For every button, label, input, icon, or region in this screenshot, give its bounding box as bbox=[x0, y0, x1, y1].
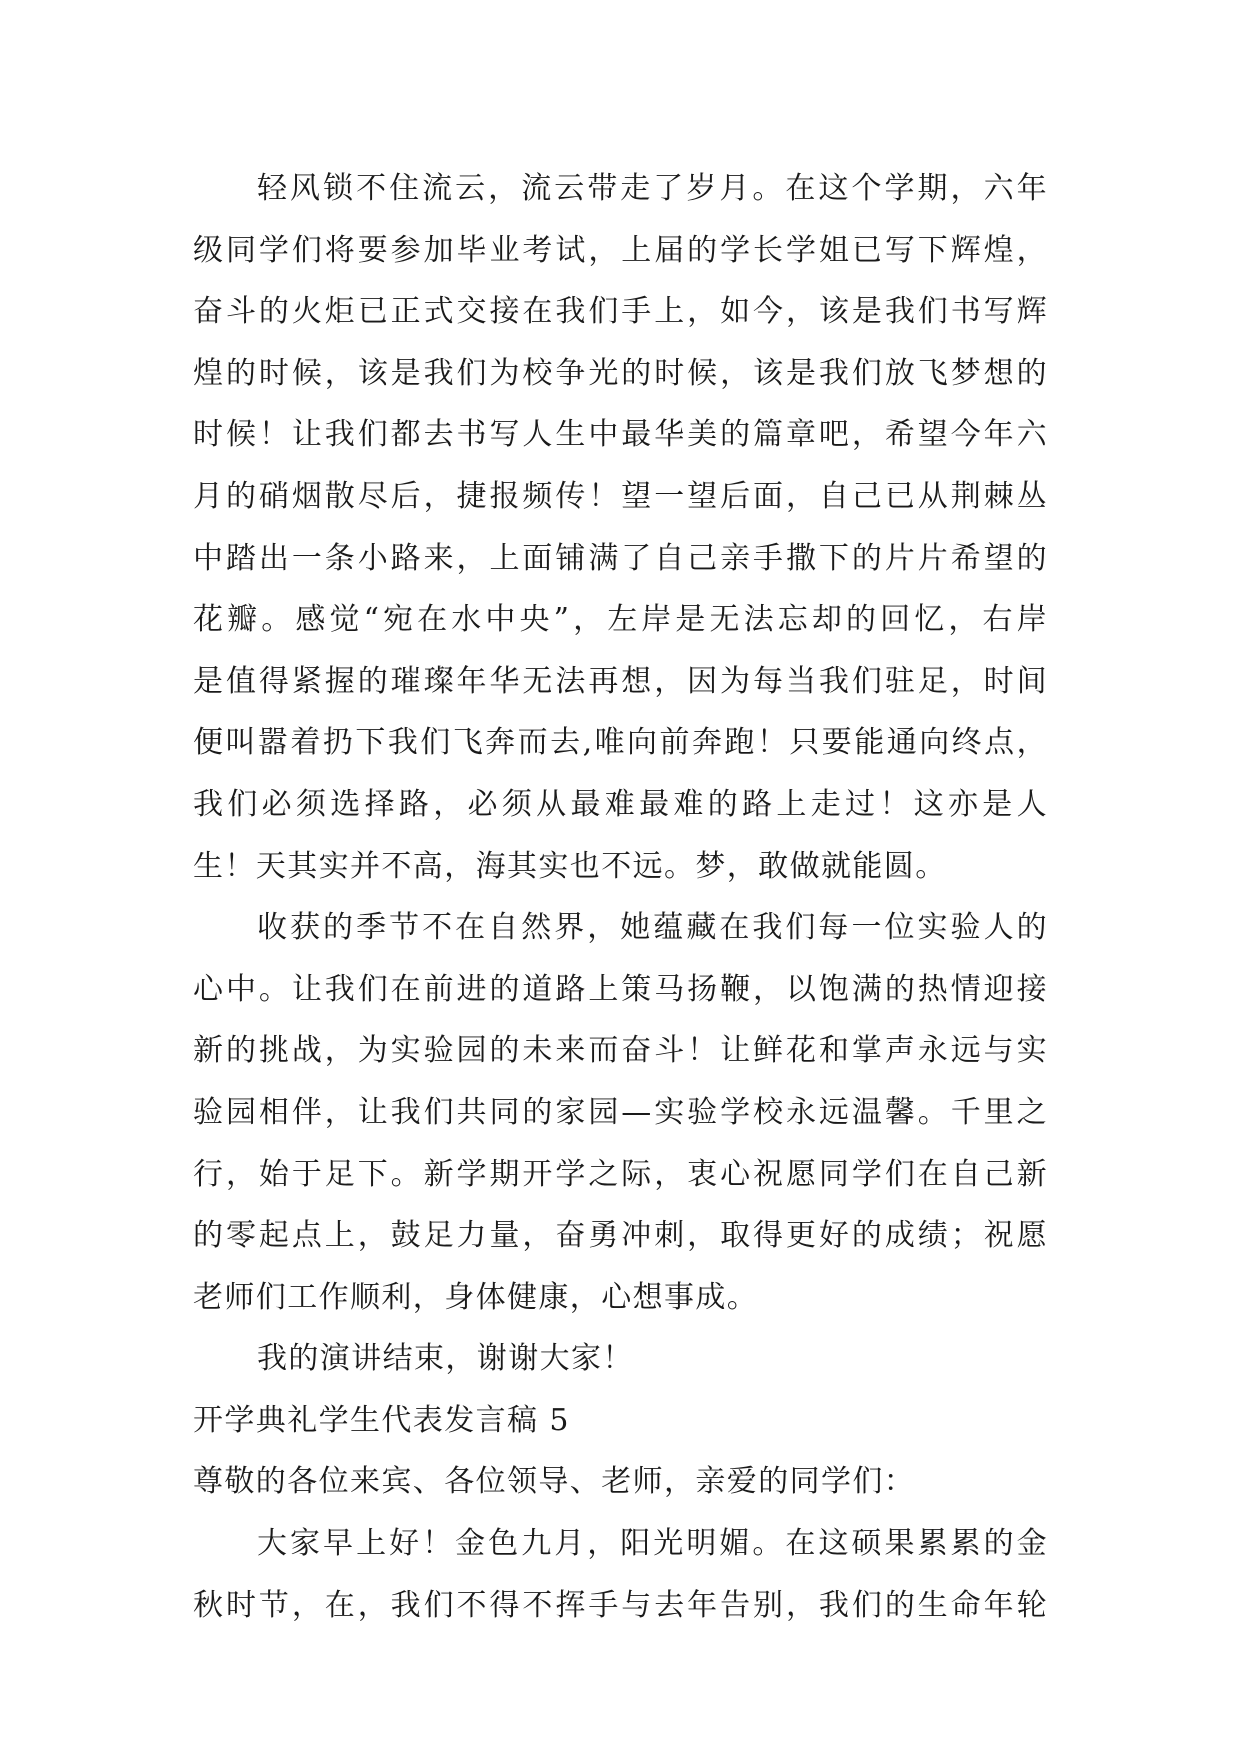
paragraph-line: 我们必须选择路，必须从最难最难的路上走过！这亦是人 bbox=[193, 786, 1048, 822]
paragraph-line: 大家早上好！金色九月，阳光明媚。在这硕果累累的金 bbox=[257, 1526, 1048, 1562]
paragraph-line: 秋时节，在，我们不得不挥手与去年告别，我们的生命年轮 bbox=[193, 1587, 1048, 1623]
paragraph-line: 中踏出一条小路来，上面铺满了自己亲手撒下的片片希望的 bbox=[193, 540, 1048, 576]
paragraph-line: 是值得紧握的璀璨年华无法再想，因为每当我们驻足，时间 bbox=[193, 663, 1048, 699]
paragraph-line: 花瓣。感觉“宛在水中央”，左岸是无法忘却的回忆，右岸 bbox=[193, 602, 1048, 638]
paragraph-line: 轻风锁不住流云，流云带走了岁月。在这个学期，六年 bbox=[257, 171, 1048, 206]
closing-line: 我的演讲结束，谢谢大家！ bbox=[257, 1341, 634, 1377]
paragraph-line: 的零起点上，鼓足力量，奋勇冲刺，取得更好的成绩；祝愿 bbox=[193, 1218, 1048, 1254]
paragraph-line: 奋斗的火炬已正式交接在我们手上，如今，该是我们书写辉 bbox=[193, 294, 1048, 330]
paragraph-line: 月的硝烟散尽后，捷报频传！望一望后面，自己已从荆棘丛 bbox=[193, 478, 1048, 514]
paragraph-line: 行，始于足下。新学期开学之际，衷心祝愿同学们在自己新 bbox=[193, 1156, 1048, 1192]
paragraph-line: 老师们工作顺利，身体健康，心想事成。 bbox=[193, 1279, 759, 1315]
salutation-line: 尊敬的各位来宾、各位领导、老师，亲爱的同学们： bbox=[193, 1464, 916, 1500]
paragraph-line: 新的挑战，为实验园的未来而奋斗！让鲜花和掌声永远与实 bbox=[193, 1033, 1048, 1069]
section-title: 开学典礼学生代表发言稿 5 bbox=[193, 1402, 570, 1438]
paragraph-line: 时候！让我们都去书写人生中最华美的篇章吧，希望今年六 bbox=[193, 417, 1048, 453]
paragraph-line: 心中。让我们在前进的道路上策马扬鞭，以饱满的热情迎接 bbox=[193, 971, 1048, 1007]
paragraph-line: 生！天其实并不高，海其实也不远。梦，敢做就能圆。 bbox=[193, 848, 947, 884]
paragraph-line: 煌的时候，该是我们为校争光的时候，该是我们放飞梦想的 bbox=[193, 355, 1048, 391]
document-body bbox=[193, 158, 1048, 1636]
paragraph-line: 验园相伴，让我们共同的家园—实验学校永远温馨。千里之 bbox=[193, 1094, 1048, 1130]
paragraph-line: 收获的季节不在自然界，她蕴藏在我们每一位实验人的 bbox=[257, 910, 1048, 946]
paragraph-line: 级同学们将要参加毕业考试，上届的学长学姐已写下辉煌， bbox=[193, 232, 1048, 268]
paragraph-line: 便叫嚣着扔下我们飞奔而去,唯向前奔跑！只要能通向终点， bbox=[193, 725, 1048, 761]
